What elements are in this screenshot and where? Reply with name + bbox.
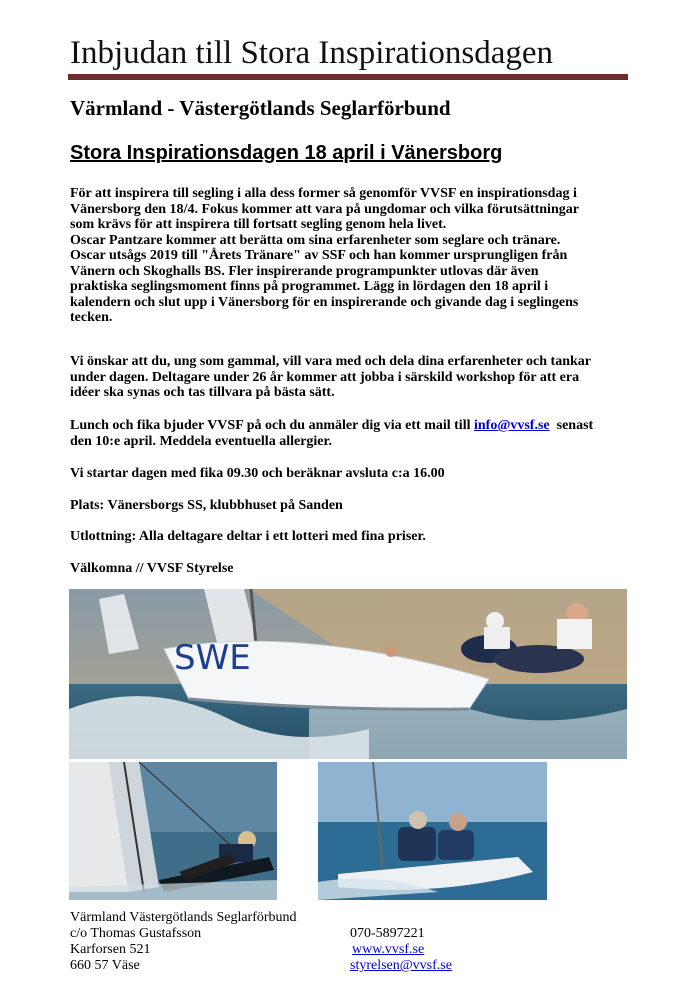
intro-line: kalendern och slut upp i Vänersborg för en inspirerande och givande dag i seglingens	[70, 294, 579, 310]
registration-line	[70, 418, 630, 434]
footer-address	[70, 910, 297, 974]
intro-line: som krävs för att inspirera till fortsatt segling genom hela livet.	[70, 217, 447, 232]
intro-line: Oscar utsågs 2019 till "Årets Tränare" av SSF och han kommer ursprungligen från	[70, 248, 568, 263]
venue-text: Plats: Vänersborgs SS, klubbhuset på Sanden	[70, 498, 343, 513]
footer-address-line: Karforsen 521	[70, 942, 151, 957]
intro-line: tecken.	[70, 310, 113, 325]
participation-line: idéer ska synas och tas tillvara på bästa sätt.	[70, 385, 335, 400]
footer-contact	[350, 926, 452, 974]
schedule-text: Vi startar dagen med fika 09.30 och beräknar avsluta c:a 16.00	[70, 466, 445, 481]
intro-line: För att inspirera till segling i alla dess former så genomför VVSF en inspirationsdag i	[70, 186, 577, 201]
intro-line: praktiska seglingsmoment finns på programmet. Lägg in lördagen den 18 april i	[70, 279, 549, 294]
footer-website-link[interactable]: www.vvsf.se	[352, 942, 425, 957]
hull-sail-number: SWE	[174, 638, 251, 678]
registration-line: den 10:e april. Meddela eventuella allergier.	[70, 433, 332, 449]
registration-text: Lunch och fika bjuder VVSF på och du anmäler dig via ett mail till	[70, 418, 474, 433]
footer-address-line: 660 57 Väse	[70, 958, 140, 973]
organization-heading: Värmland - Västergötlands Seglarförbund	[70, 96, 451, 120]
footer-address-line: c/o Thomas Gustafsson	[70, 926, 202, 941]
title-divider	[68, 74, 628, 80]
footer-phone: 070-5897221	[350, 926, 425, 941]
lottery-text: Utlottning: Alla deltagare deltar i ett lotteri med fina priser.	[70, 529, 426, 544]
footer-address-line: Värmland Västergötlands Seglarförbund	[70, 910, 297, 925]
document-title: Inbjudan till Stora Inspirationsdagen	[70, 35, 553, 71]
intro-paragraph	[70, 186, 630, 326]
sailor-trapeze-photo-left	[69, 762, 277, 900]
participation-paragraph	[70, 354, 630, 401]
intro-line: Oscar Pantzare kommer att berätta om sina erfarenheter som seglare och tränare.	[70, 232, 561, 248]
registration-deadline-text: senast	[549, 418, 594, 433]
sailor-duo-photo-right	[318, 762, 547, 900]
intro-line: Vänersborg den 18/4. Fokus kommer att vara på ungdomar och vilka förutsättningar	[70, 201, 579, 217]
registration-email-link[interactable]: info@vvsf.se	[473, 418, 550, 433]
footer-email-link[interactable]: styrelsen@vvsf.se	[350, 958, 452, 973]
registration-paragraph	[70, 418, 630, 449]
welcome-text: Välkomna // VVSF Styrelse	[70, 561, 234, 576]
intro-line: Vänern och Skoghalls BS. Fler inspirerande programpunkter utlovas där även	[70, 263, 539, 279]
event-heading: Stora Inspirationsdagen 18 april i Vänersborg	[70, 142, 503, 164]
participation-line: under dagen. Deltagare under 26 år kommer att jobba i särskild workshop för att era	[70, 369, 580, 385]
large-sailing-photo	[69, 589, 627, 759]
participation-line: Vi önskar att du, ung som gammal, vill vara med och dela dina erfarenheter och tankar	[70, 354, 591, 369]
